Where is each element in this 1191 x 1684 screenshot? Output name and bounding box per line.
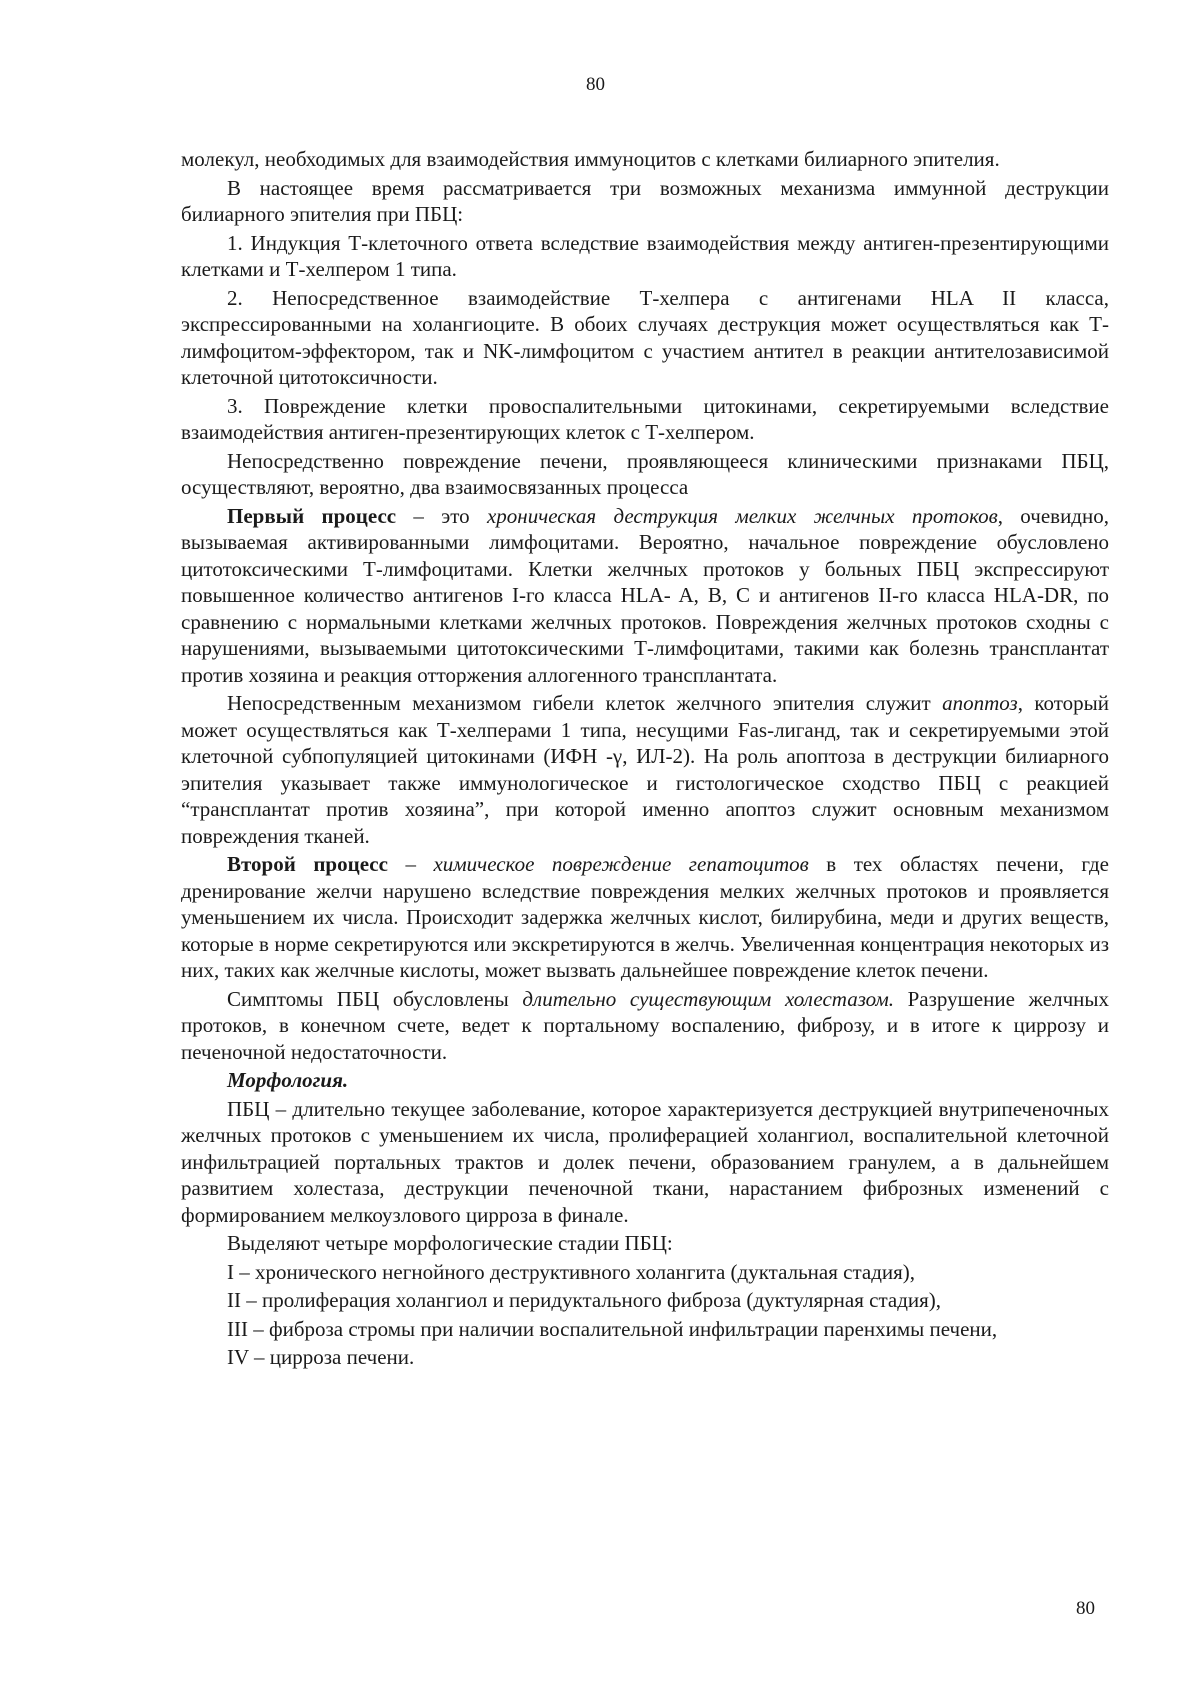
text-span: в тех областях печени, где дренирование желчи нарушено вследствие повреждения мелких желчных протоков и проявляется уменьшением их числа. Происходит задержка желчных кислот, билирубина, меди и других веществ, которые в норме секретируются или экскретируются в желчь. Увеличенная концентрация некоторых из них, таких как желчные кислоты, может вызвать дальнейшее повреждение клеток печени. xyxy=(181,852,1110,982)
list-item: IV – цирроза печени. xyxy=(227,1345,415,1369)
list-item: III – фиброза стромы при наличии воспалительной инфильтрации паренхимы печени, xyxy=(227,1316,998,1341)
italic-term: апоптоз xyxy=(942,691,1018,715)
text-span: Симптомы ПБЦ обусловлены xyxy=(227,986,523,1011)
paragraph xyxy=(181,851,1109,984)
paragraph: 1. Индукция Т-клеточного ответа вследствие взаимодействия между антиген-презентирующими клетками и Т-хелпером 1 типа. xyxy=(181,230,1109,281)
text-span: – xyxy=(387,852,434,876)
heading-text: Морфология. xyxy=(227,1068,349,1092)
italic-term: хроническая деструкция мелких желчных протоков xyxy=(486,503,998,528)
paragraph: 2. Непосредственное взаимодействие Т-хелпера с антигенами HLA II класса, экспрессированными на холангиоците. В обоих случаях деструкция может осуществляться как Т-лимфоцитом-эффектором, так и NK-лимфоцитом с участием антител в реакции антителозависимой клеточной цитотоксичности. xyxy=(181,285,1109,389)
text-span: – это xyxy=(396,503,487,528)
section-heading xyxy=(181,1067,1109,1094)
list-item: II – пролиферация холангиол и перидуктального фиброза (дуктулярная стадия), xyxy=(227,1288,942,1312)
italic-term: длительно существующим холестазом. xyxy=(522,986,894,1011)
page-number-top: 80 xyxy=(586,74,605,95)
text-span: Разрушение желчных протоков, в конечном счете, ведет к портальному воспалению, фиброзу, и в итоге к циррозу и печеночной недостаточности. xyxy=(181,986,1109,1064)
paragraph: Выделяют четыре морфологические стадии ПБЦ: xyxy=(227,1231,673,1255)
paragraph: молекул, необходимых для взаимодействия иммуноцитов с клетками билиарного эпителия. xyxy=(181,147,1000,171)
paragraph: 3. Повреждение клетки провоспалительными цитокинами, секретируемыми вследствие взаимодействия антиген-презентирующих клеток с Т-хелпером. xyxy=(181,393,1109,444)
text-span: , очевидно, вызываемая активированными лимфоцитами. Вероятно, начальное повреждение обусловлено цитотоксическими Т-лимфоцитами. Клетки желчных протоков у больных ПБЦ экспрессируют повышенное количество антигенов I-го класса HLA- A, B, C и антигенов II-го класса HLA-DR, по сравнению с нормальными клетками желчных протоков. Повреждения желчных протоков сходны с нарушениями, вызываемыми цитотоксическими Т-лимфоцитами, такими как болезнь трансплантат против хозяина и реакция отторжения аллогенного трансплантата. xyxy=(181,503,1109,687)
paragraph xyxy=(181,986,1109,1066)
paragraph xyxy=(181,690,1109,849)
text-span: , который может осуществляться как Т-хелперами 1 типа, несущими Fas-лиганд, так и секретируемыми этой клеточной субпопуляцией цитокинами (ИФН -γ, ИЛ-2). На роль апоптоза в деструкции билиарного эпителия указывает также иммунологическое и гистологическое сходство ПБЦ с реакцией “трансплантат против хозяина”, при которой именно апоптоз служит основным механизмом повреждения тканей. xyxy=(181,691,1110,848)
page-number-bottom: 80 xyxy=(1076,1598,1095,1619)
paragraph xyxy=(181,503,1109,689)
paragraph: В настоящее время рассматривается три возможных механизма иммунной деструкции билиарного эпителия при ПБЦ: xyxy=(181,175,1109,226)
bold-term: Второй процесс xyxy=(227,852,388,876)
paragraph: Непосредственно повреждение печени, проявляющееся клиническими признаками ПБЦ, осуществляют, вероятно, два взаимосвязанных процесса xyxy=(181,448,1109,499)
paragraph: ПБЦ – длительно текущее заболевание, которое характеризуется деструкцией внутрипеченочных желчных протоков с уменьшением их числа, пролиферацией холангиол, воспалительной клеточной инфильтрацией портальных трактов и долек печени, образованием гранулем, а в дальнейшем развитием холестаза, деструкции печеночной ткани, нарастанием фиброзных изменений с формированием мелкоузлового цирроза в финале. xyxy=(181,1096,1109,1227)
text-span: Непосредственным механизмом гибели клеток желчного эпителия служит xyxy=(227,691,943,715)
italic-term: химическое повреждение гепатоцитов xyxy=(433,852,809,876)
bold-term: Первый процесс xyxy=(227,503,397,528)
list-item: I – хронического негнойного деструктивного холангита (дуктальная стадия), xyxy=(227,1259,916,1284)
body-text xyxy=(181,146,1109,1373)
